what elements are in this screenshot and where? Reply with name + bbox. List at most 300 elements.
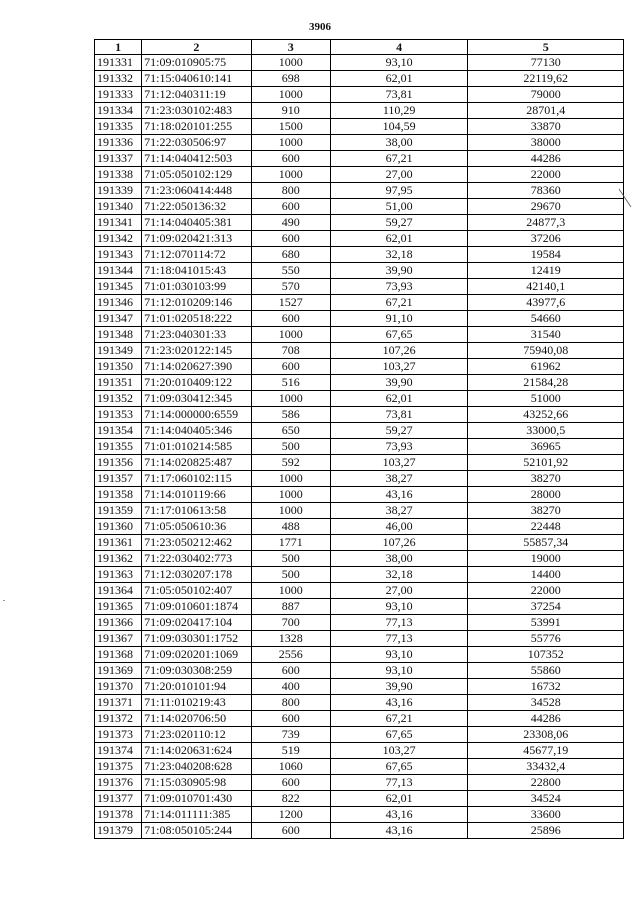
value-cell: 33000,5 bbox=[468, 423, 624, 439]
value-cell: 37206 bbox=[468, 231, 624, 247]
data-table bbox=[94, 39, 624, 839]
value-cell: 45677,19 bbox=[468, 743, 624, 759]
value-cell: 29670 bbox=[468, 199, 624, 215]
cadastral-number-cell: 71:09:010701:430 bbox=[142, 791, 251, 807]
cadastral-number-cell: 71:09:030412:345 bbox=[142, 391, 251, 407]
cadastral-number-cell: 71:14:020627:390 bbox=[142, 359, 251, 375]
rate-cell: 39,90 bbox=[330, 263, 468, 279]
rate-cell: 107,26 bbox=[330, 535, 468, 551]
area-cell: 698 bbox=[251, 71, 330, 87]
area-cell: 1000 bbox=[251, 327, 330, 343]
rate-cell: 32,18 bbox=[330, 567, 468, 583]
row-number-cell: 191344 bbox=[95, 263, 142, 279]
area-cell: 887 bbox=[251, 599, 330, 615]
cadastral-number-cell: 71:15:040610:141 bbox=[142, 71, 251, 87]
row-number-cell: 191375 bbox=[95, 759, 142, 775]
value-cell: 77130 bbox=[468, 55, 624, 71]
rate-cell: 91,10 bbox=[330, 311, 468, 327]
rate-cell: 77,13 bbox=[330, 631, 468, 647]
area-cell: 500 bbox=[251, 551, 330, 567]
table-row bbox=[95, 455, 624, 471]
table-row bbox=[95, 567, 624, 583]
row-number-cell: 191336 bbox=[95, 135, 142, 151]
cadastral-number-cell: 71:23:040301:33 bbox=[142, 327, 251, 343]
area-cell: 1771 bbox=[251, 535, 330, 551]
cadastral-number-cell: 71:12:010209:146 bbox=[142, 295, 251, 311]
area-cell: 516 bbox=[251, 375, 330, 391]
table-row bbox=[95, 519, 624, 535]
rate-cell: 67,65 bbox=[330, 727, 468, 743]
area-cell: 1060 bbox=[251, 759, 330, 775]
area-cell: 1000 bbox=[251, 55, 330, 71]
area-cell: 708 bbox=[251, 343, 330, 359]
cadastral-number-cell: 71:23:030102:483 bbox=[142, 103, 251, 119]
row-number-cell: 191333 bbox=[95, 87, 142, 103]
rate-cell: 103,27 bbox=[330, 743, 468, 759]
row-number-cell: 191359 bbox=[95, 503, 142, 519]
row-number-cell: 191379 bbox=[95, 823, 142, 839]
table-row bbox=[95, 551, 624, 567]
rate-cell: 93,10 bbox=[330, 663, 468, 679]
value-cell: 28000 bbox=[468, 487, 624, 503]
area-cell: 800 bbox=[251, 183, 330, 199]
cadastral-number-cell: 71:01:010214:585 bbox=[142, 439, 251, 455]
row-number-cell: 191361 bbox=[95, 535, 142, 551]
value-cell: 79000 bbox=[468, 87, 624, 103]
row-number-cell: 191338 bbox=[95, 167, 142, 183]
rate-cell: 43,16 bbox=[330, 487, 468, 503]
value-cell: 16732 bbox=[468, 679, 624, 695]
value-cell: 43252,66 bbox=[468, 407, 624, 423]
table-row bbox=[95, 391, 624, 407]
area-cell: 600 bbox=[251, 151, 330, 167]
value-cell: 75940,08 bbox=[468, 343, 624, 359]
table-row bbox=[95, 775, 624, 791]
value-cell: 44286 bbox=[468, 151, 624, 167]
cadastral-number-cell: 71:17:060102:115 bbox=[142, 471, 251, 487]
area-cell: 2556 bbox=[251, 647, 330, 663]
column-header-1: 1 bbox=[95, 40, 142, 55]
cadastral-number-cell: 71:12:070114:72 bbox=[142, 247, 251, 263]
area-cell: 600 bbox=[251, 775, 330, 791]
cadastral-number-cell: 71:23:020110:12 bbox=[142, 727, 251, 743]
area-cell: 1000 bbox=[251, 471, 330, 487]
value-cell: 28701,4 bbox=[468, 103, 624, 119]
cadastral-number-cell: 71:14:020706:50 bbox=[142, 711, 251, 727]
cadastral-number-cell: 71:09:030308:259 bbox=[142, 663, 251, 679]
header-row bbox=[95, 40, 624, 55]
table-row bbox=[95, 119, 624, 135]
cadastral-number-cell: 71:14:020631:624 bbox=[142, 743, 251, 759]
cadastral-number-cell: 71:14:040405:381 bbox=[142, 215, 251, 231]
area-cell: 1000 bbox=[251, 87, 330, 103]
table-row bbox=[95, 343, 624, 359]
area-cell: 680 bbox=[251, 247, 330, 263]
row-number-cell: 191340 bbox=[95, 199, 142, 215]
table-row bbox=[95, 423, 624, 439]
area-cell: 1328 bbox=[251, 631, 330, 647]
rate-cell: 46,00 bbox=[330, 519, 468, 535]
table-row bbox=[95, 247, 624, 263]
cadastral-number-cell: 71:09:010905:75 bbox=[142, 55, 251, 71]
rate-cell: 27,00 bbox=[330, 167, 468, 183]
table-row bbox=[95, 375, 624, 391]
cadastral-number-cell: 71:18:041015:43 bbox=[142, 263, 251, 279]
row-number-cell: 191373 bbox=[95, 727, 142, 743]
rate-cell: 38,00 bbox=[330, 135, 468, 151]
value-cell: 23308,06 bbox=[468, 727, 624, 743]
cadastral-number-cell: 71:22:050136:32 bbox=[142, 199, 251, 215]
row-number-cell: 191331 bbox=[95, 55, 142, 71]
rate-cell: 67,65 bbox=[330, 759, 468, 775]
cadastral-number-cell: 71:18:020101:255 bbox=[142, 119, 251, 135]
rate-cell: 73,81 bbox=[330, 87, 468, 103]
area-cell: 570 bbox=[251, 279, 330, 295]
area-cell: 600 bbox=[251, 231, 330, 247]
cadastral-number-cell: 71:14:020825:487 bbox=[142, 455, 251, 471]
value-cell: 21584,28 bbox=[468, 375, 624, 391]
rate-cell: 73,81 bbox=[330, 407, 468, 423]
stray-pen-mark bbox=[618, 188, 632, 208]
row-number-cell: 191374 bbox=[95, 743, 142, 759]
table-row bbox=[95, 71, 624, 87]
row-number-cell: 191352 bbox=[95, 391, 142, 407]
rate-cell: 93,10 bbox=[330, 599, 468, 615]
value-cell: 55857,34 bbox=[468, 535, 624, 551]
table-row bbox=[95, 807, 624, 823]
rate-cell: 38,27 bbox=[330, 471, 468, 487]
table-row bbox=[95, 615, 624, 631]
row-number-cell: 191366 bbox=[95, 615, 142, 631]
row-number-cell: 191363 bbox=[95, 567, 142, 583]
table-row bbox=[95, 727, 624, 743]
area-cell: 600 bbox=[251, 199, 330, 215]
rate-cell: 103,27 bbox=[330, 455, 468, 471]
rate-cell: 104,59 bbox=[330, 119, 468, 135]
area-cell: 600 bbox=[251, 663, 330, 679]
cadastral-number-cell: 71:05:050102:129 bbox=[142, 167, 251, 183]
rate-cell: 77,13 bbox=[330, 615, 468, 631]
row-number-cell: 191346 bbox=[95, 295, 142, 311]
rate-cell: 93,10 bbox=[330, 55, 468, 71]
value-cell: 24877,3 bbox=[468, 215, 624, 231]
column-header-5: 5 bbox=[468, 40, 624, 55]
area-cell: 910 bbox=[251, 103, 330, 119]
row-number-cell: 191362 bbox=[95, 551, 142, 567]
cadastral-number-cell: 71:08:050105:244 bbox=[142, 823, 251, 839]
area-cell: 488 bbox=[251, 519, 330, 535]
rate-cell: 39,90 bbox=[330, 679, 468, 695]
row-number-cell: 191360 bbox=[95, 519, 142, 535]
rate-cell: 103,27 bbox=[330, 359, 468, 375]
value-cell: 61962 bbox=[468, 359, 624, 375]
value-cell: 55860 bbox=[468, 663, 624, 679]
value-cell: 78360 bbox=[468, 183, 624, 199]
row-number-cell: 191365 bbox=[95, 599, 142, 615]
value-cell: 22119,62 bbox=[468, 71, 624, 87]
rate-cell: 62,01 bbox=[330, 791, 468, 807]
value-cell: 43977,6 bbox=[468, 295, 624, 311]
rate-cell: 62,01 bbox=[330, 391, 468, 407]
rate-cell: 32,18 bbox=[330, 247, 468, 263]
value-cell: 44286 bbox=[468, 711, 624, 727]
value-cell: 38270 bbox=[468, 503, 624, 519]
cadastral-number-cell: 71:14:040405:346 bbox=[142, 423, 251, 439]
cadastral-number-cell: 71:09:020201:1069 bbox=[142, 647, 251, 663]
rate-cell: 97,95 bbox=[330, 183, 468, 199]
table-row bbox=[95, 631, 624, 647]
row-number-cell: 191378 bbox=[95, 807, 142, 823]
value-cell: 38000 bbox=[468, 135, 624, 151]
table-row bbox=[95, 279, 624, 295]
table-row bbox=[95, 647, 624, 663]
row-number-cell: 191342 bbox=[95, 231, 142, 247]
area-cell: 1200 bbox=[251, 807, 330, 823]
area-cell: 1000 bbox=[251, 487, 330, 503]
table-row bbox=[95, 263, 624, 279]
area-cell: 1000 bbox=[251, 135, 330, 151]
value-cell: 33600 bbox=[468, 807, 624, 823]
column-header-2: 2 bbox=[142, 40, 251, 55]
cadastral-number-cell: 71:22:030506:97 bbox=[142, 135, 251, 151]
row-number-cell: 191354 bbox=[95, 423, 142, 439]
table-row bbox=[95, 695, 624, 711]
cadastral-number-cell: 71:23:040208:628 bbox=[142, 759, 251, 775]
area-cell: 1500 bbox=[251, 119, 330, 135]
table-row bbox=[95, 103, 624, 119]
area-cell: 600 bbox=[251, 359, 330, 375]
rate-cell: 39,90 bbox=[330, 375, 468, 391]
rate-cell: 27,00 bbox=[330, 583, 468, 599]
cadastral-number-cell: 71:09:030301:1752 bbox=[142, 631, 251, 647]
cadastral-number-cell: 71:12:040311:19 bbox=[142, 87, 251, 103]
row-number-cell: 191358 bbox=[95, 487, 142, 503]
rate-cell: 67,21 bbox=[330, 711, 468, 727]
value-cell: 22000 bbox=[468, 167, 624, 183]
table-body bbox=[95, 55, 624, 839]
table-row bbox=[95, 823, 624, 839]
rate-cell: 43,16 bbox=[330, 807, 468, 823]
column-header-4: 4 bbox=[330, 40, 468, 55]
table-row bbox=[95, 199, 624, 215]
area-cell: 600 bbox=[251, 311, 330, 327]
cadastral-number-cell: 71:01:020518:222 bbox=[142, 311, 251, 327]
cadastral-number-cell: 71:05:050102:407 bbox=[142, 583, 251, 599]
value-cell: 52101,92 bbox=[468, 455, 624, 471]
table-row bbox=[95, 183, 624, 199]
rate-cell: 110,29 bbox=[330, 103, 468, 119]
value-cell: 31540 bbox=[468, 327, 624, 343]
area-cell: 1000 bbox=[251, 503, 330, 519]
table-row bbox=[95, 215, 624, 231]
edge-speck bbox=[3, 600, 5, 601]
cadastral-number-cell: 71:22:030402:773 bbox=[142, 551, 251, 567]
table-row bbox=[95, 583, 624, 599]
cadastral-number-cell: 71:09:010601:1874 bbox=[142, 599, 251, 615]
table-row bbox=[95, 151, 624, 167]
value-cell: 54660 bbox=[468, 311, 624, 327]
column-header-3: 3 bbox=[251, 40, 330, 55]
value-cell: 12419 bbox=[468, 263, 624, 279]
area-cell: 500 bbox=[251, 567, 330, 583]
value-cell: 22448 bbox=[468, 519, 624, 535]
table-row bbox=[95, 311, 624, 327]
area-cell: 500 bbox=[251, 439, 330, 455]
rate-cell: 67,21 bbox=[330, 295, 468, 311]
cadastral-number-cell: 71:12:030207:178 bbox=[142, 567, 251, 583]
table-row bbox=[95, 167, 624, 183]
rate-cell: 73,93 bbox=[330, 439, 468, 455]
value-cell: 22800 bbox=[468, 775, 624, 791]
row-number-cell: 191341 bbox=[95, 215, 142, 231]
area-cell: 600 bbox=[251, 711, 330, 727]
row-number-cell: 191355 bbox=[95, 439, 142, 455]
cadastral-number-cell: 71:14:011111:385 bbox=[142, 807, 251, 823]
table-row bbox=[95, 663, 624, 679]
table-row bbox=[95, 327, 624, 343]
cadastral-number-cell: 71:09:020421:313 bbox=[142, 231, 251, 247]
table-row bbox=[95, 679, 624, 695]
table-row bbox=[95, 711, 624, 727]
area-cell: 519 bbox=[251, 743, 330, 759]
value-cell: 34528 bbox=[468, 695, 624, 711]
area-cell: 1000 bbox=[251, 583, 330, 599]
area-cell: 822 bbox=[251, 791, 330, 807]
row-number-cell: 191335 bbox=[95, 119, 142, 135]
value-cell: 51000 bbox=[468, 391, 624, 407]
rate-cell: 77,13 bbox=[330, 775, 468, 791]
rate-cell: 107,26 bbox=[330, 343, 468, 359]
rate-cell: 43,16 bbox=[330, 823, 468, 839]
value-cell: 19584 bbox=[468, 247, 624, 263]
area-cell: 490 bbox=[251, 215, 330, 231]
table-row bbox=[95, 135, 624, 151]
cadastral-number-cell: 71:14:010119:66 bbox=[142, 487, 251, 503]
cadastral-number-cell: 71:20:010101:94 bbox=[142, 679, 251, 695]
row-number-cell: 191349 bbox=[95, 343, 142, 359]
value-cell: 42140,1 bbox=[468, 279, 624, 295]
area-cell: 400 bbox=[251, 679, 330, 695]
value-cell: 107352 bbox=[468, 647, 624, 663]
row-number-cell: 191376 bbox=[95, 775, 142, 791]
row-number-cell: 191372 bbox=[95, 711, 142, 727]
area-cell: 1527 bbox=[251, 295, 330, 311]
rate-cell: 93,10 bbox=[330, 647, 468, 663]
value-cell: 34524 bbox=[468, 791, 624, 807]
value-cell: 33870 bbox=[468, 119, 624, 135]
table-row bbox=[95, 231, 624, 247]
table-row bbox=[95, 759, 624, 775]
value-cell: 25896 bbox=[468, 823, 624, 839]
table-row bbox=[95, 487, 624, 503]
row-number-cell: 191356 bbox=[95, 455, 142, 471]
row-number-cell: 191353 bbox=[95, 407, 142, 423]
area-cell: 650 bbox=[251, 423, 330, 439]
cadastral-number-cell: 71:01:030103:99 bbox=[142, 279, 251, 295]
area-cell: 550 bbox=[251, 263, 330, 279]
table-row bbox=[95, 471, 624, 487]
area-cell: 739 bbox=[251, 727, 330, 743]
row-number-cell: 191350 bbox=[95, 359, 142, 375]
row-number-cell: 191332 bbox=[95, 71, 142, 87]
value-cell: 55776 bbox=[468, 631, 624, 647]
row-number-cell: 191377 bbox=[95, 791, 142, 807]
table-row bbox=[95, 503, 624, 519]
table-row bbox=[95, 599, 624, 615]
row-number-cell: 191369 bbox=[95, 663, 142, 679]
rate-cell: 62,01 bbox=[330, 231, 468, 247]
rate-cell: 67,65 bbox=[330, 327, 468, 343]
table-row bbox=[95, 359, 624, 375]
area-cell: 600 bbox=[251, 823, 330, 839]
area-cell: 800 bbox=[251, 695, 330, 711]
row-number-cell: 191343 bbox=[95, 247, 142, 263]
table-row bbox=[95, 791, 624, 807]
table-row bbox=[95, 55, 624, 71]
rate-cell: 59,27 bbox=[330, 215, 468, 231]
rate-cell: 73,93 bbox=[330, 279, 468, 295]
row-number-cell: 191357 bbox=[95, 471, 142, 487]
row-number-cell: 191347 bbox=[95, 311, 142, 327]
rate-cell: 59,27 bbox=[330, 423, 468, 439]
row-number-cell: 191370 bbox=[95, 679, 142, 695]
table-row bbox=[95, 295, 624, 311]
row-number-cell: 191339 bbox=[95, 183, 142, 199]
area-cell: 1000 bbox=[251, 391, 330, 407]
area-cell: 700 bbox=[251, 615, 330, 631]
value-cell: 53991 bbox=[468, 615, 624, 631]
row-number-cell: 191345 bbox=[95, 279, 142, 295]
row-number-cell: 191348 bbox=[95, 327, 142, 343]
row-number-cell: 191334 bbox=[95, 103, 142, 119]
row-number-cell: 191364 bbox=[95, 583, 142, 599]
value-cell: 38270 bbox=[468, 471, 624, 487]
rate-cell: 38,00 bbox=[330, 551, 468, 567]
rate-cell: 62,01 bbox=[330, 71, 468, 87]
table-row bbox=[95, 743, 624, 759]
cadastral-number-cell: 71:15:030905:98 bbox=[142, 775, 251, 791]
rate-cell: 43,16 bbox=[330, 695, 468, 711]
area-cell: 586 bbox=[251, 407, 330, 423]
cadastral-number-cell: 71:05:050610:36 bbox=[142, 519, 251, 535]
value-cell: 22000 bbox=[468, 583, 624, 599]
row-number-cell: 191367 bbox=[95, 631, 142, 647]
cadastral-number-cell: 71:14:000000:6559 bbox=[142, 407, 251, 423]
area-cell: 592 bbox=[251, 455, 330, 471]
value-cell: 36965 bbox=[468, 439, 624, 455]
row-number-cell: 191368 bbox=[95, 647, 142, 663]
table-row bbox=[95, 535, 624, 551]
cadastral-number-cell: 71:23:020122:145 bbox=[142, 343, 251, 359]
rate-cell: 38,27 bbox=[330, 503, 468, 519]
rate-cell: 67,21 bbox=[330, 151, 468, 167]
cadastral-number-cell: 71:09:020417:104 bbox=[142, 615, 251, 631]
cadastral-number-cell: 71:23:050212:462 bbox=[142, 535, 251, 551]
row-number-cell: 191351 bbox=[95, 375, 142, 391]
cadastral-number-cell: 71:23:060414:448 bbox=[142, 183, 251, 199]
page-number: 3906 bbox=[309, 21, 331, 33]
table-row bbox=[95, 407, 624, 423]
cadastral-number-cell: 71:14:040412:503 bbox=[142, 151, 251, 167]
cadastral-number-cell: 71:17:010613:58 bbox=[142, 503, 251, 519]
value-cell: 33432,4 bbox=[468, 759, 624, 775]
area-cell: 1000 bbox=[251, 167, 330, 183]
value-cell: 14400 bbox=[468, 567, 624, 583]
row-number-cell: 191337 bbox=[95, 151, 142, 167]
cadastral-number-cell: 71:20:010409:122 bbox=[142, 375, 251, 391]
value-cell: 37254 bbox=[468, 599, 624, 615]
value-cell: 19000 bbox=[468, 551, 624, 567]
